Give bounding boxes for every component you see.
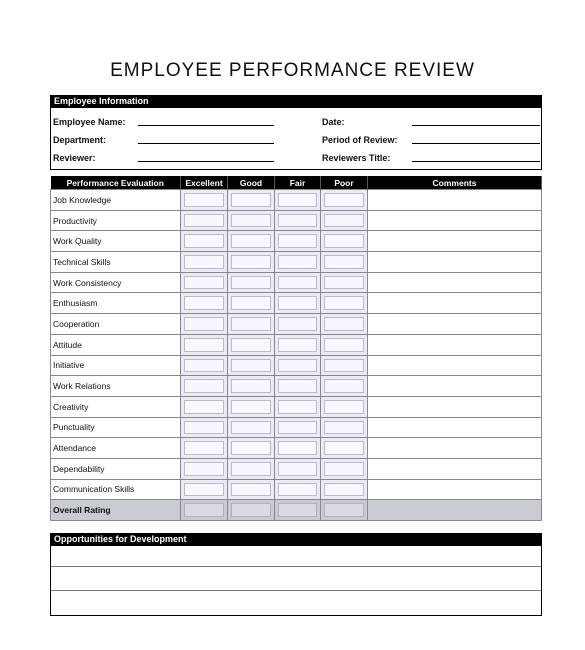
excellent-rating-cell [181,190,228,211]
fair-rating-cell [275,293,321,314]
column-header-poor: Poor [321,176,368,190]
excellent-rating-box[interactable] [184,276,224,290]
department-field[interactable] [138,143,274,144]
good-rating-cell [228,190,275,211]
excellent-rating-box[interactable] [184,421,224,435]
fair-rating-box[interactable] [278,421,317,435]
poor-rating-cell [321,293,368,314]
comments-cell[interactable] [368,479,542,500]
poor-rating-box[interactable] [324,296,364,310]
excellent-rating-box[interactable] [184,462,224,476]
good-rating-box[interactable] [231,193,271,207]
good-rating-box[interactable] [231,317,271,331]
excellent-rating-box[interactable] [184,400,224,414]
table-row [51,272,542,293]
table-row [51,355,542,376]
table-row [51,438,542,459]
good-rating-box[interactable] [231,379,271,393]
criterion-label: Punctuality [51,417,181,438]
good-rating-cell [228,376,275,397]
good-rating-cell [228,252,275,273]
poor-rating-box[interactable] [324,193,364,207]
column-header-evaluation: Performance Evaluation [51,176,181,190]
comments-cell[interactable] [368,334,542,355]
criterion-label: Attitude [51,334,181,355]
fair-rating-cell [275,438,321,459]
table-row [51,293,542,314]
period-of-review-field[interactable] [412,143,540,144]
fair-rating-cell [275,417,321,438]
comments-cell[interactable] [368,417,542,438]
fair-rating-box[interactable] [278,503,317,517]
table-row [51,314,542,335]
excellent-rating-cell [181,376,228,397]
good-rating-box[interactable] [231,338,271,352]
employee-name-field[interactable] [138,125,274,126]
excellent-rating-box[interactable] [184,317,224,331]
poor-rating-box[interactable] [324,462,364,476]
excellent-rating-box[interactable] [184,359,224,373]
comments-cell[interactable] [368,314,542,335]
fair-rating-cell [275,272,321,293]
good-rating-cell [228,479,275,500]
development-section [50,533,542,616]
comments-cell[interactable] [368,355,542,376]
good-rating-box[interactable] [231,421,271,435]
fair-rating-box[interactable] [278,296,317,310]
fair-rating-box[interactable] [278,462,317,476]
table-row [51,231,542,252]
excellent-rating-cell [181,314,228,335]
excellent-rating-cell [181,334,228,355]
excellent-rating-cell [181,272,228,293]
fair-rating-box[interactable] [278,359,317,373]
poor-rating-box[interactable] [324,317,364,331]
development-line[interactable] [51,590,541,591]
evaluation-header-row [51,176,542,190]
excellent-rating-box[interactable] [184,234,224,248]
poor-rating-cell [321,458,368,479]
criterion-label: Dependability [51,458,181,479]
fair-rating-cell [275,500,321,521]
fair-rating-cell [275,190,321,211]
fair-rating-cell [275,314,321,335]
date-field[interactable] [412,125,540,126]
excellent-rating-box[interactable] [184,255,224,269]
poor-rating-cell [321,396,368,417]
criterion-label: Work Relations [51,376,181,397]
good-rating-cell [228,417,275,438]
poor-rating-box[interactable] [324,379,364,393]
table-row [51,376,542,397]
good-rating-cell [228,210,275,231]
excellent-rating-cell [181,458,228,479]
poor-rating-cell [321,210,368,231]
excellent-rating-cell [181,500,228,521]
good-rating-box[interactable] [231,255,271,269]
poor-rating-box[interactable] [324,400,364,414]
comments-cell[interactable] [368,458,542,479]
poor-rating-cell [321,355,368,376]
table-row [51,417,542,438]
poor-rating-box[interactable] [324,255,364,269]
poor-rating-box[interactable] [324,359,364,373]
excellent-rating-box[interactable] [184,193,224,207]
excellent-rating-box[interactable] [184,296,224,310]
overall-rating-label: Overall Rating [51,500,181,521]
excellent-rating-box[interactable] [184,503,224,517]
column-header-comments: Comments [368,176,542,190]
comments-cell[interactable] [368,252,542,273]
poor-rating-cell [321,252,368,273]
page-title: EMPLOYEE PERFORMANCE REVIEW [110,60,475,81]
overall-rating-row [51,500,542,521]
poor-rating-box[interactable] [324,276,364,290]
comments-cell[interactable] [368,438,542,459]
table-row [51,479,542,500]
evaluation-body [51,190,542,521]
excellent-rating-cell [181,438,228,459]
comments-cell[interactable] [368,293,542,314]
good-rating-cell [228,272,275,293]
fair-rating-box[interactable] [278,276,317,290]
table-row [51,334,542,355]
column-header-good: Good [228,176,275,190]
good-rating-cell [228,293,275,314]
fair-rating-box[interactable] [278,193,317,207]
excellent-rating-cell [181,355,228,376]
good-rating-box[interactable] [231,214,271,228]
poor-rating-cell [321,190,368,211]
excellent-rating-cell [181,293,228,314]
excellent-rating-box[interactable] [184,483,224,497]
fair-rating-cell [275,458,321,479]
fair-rating-box[interactable] [278,338,317,352]
development-header: Opportunities for Development [51,533,541,546]
fair-rating-box[interactable] [278,214,317,228]
poor-rating-box[interactable] [324,483,364,497]
excellent-rating-cell [181,396,228,417]
fair-rating-cell [275,355,321,376]
excellent-rating-cell [181,210,228,231]
good-rating-box[interactable] [231,276,271,290]
good-rating-cell [228,334,275,355]
comments-cell[interactable] [368,500,542,521]
criterion-label: Attendance [51,438,181,459]
reviewers-title-field[interactable] [412,161,540,162]
table-row [51,458,542,479]
period-of-review-label: Period of Review: [322,135,398,145]
comments-cell[interactable] [368,231,542,252]
fair-rating-cell [275,479,321,500]
criterion-label: Initiative [51,355,181,376]
poor-rating-box[interactable] [324,421,364,435]
excellent-rating-cell [181,231,228,252]
criterion-label: Productivity [51,210,181,231]
good-rating-cell [228,314,275,335]
criterion-label: Work Quality [51,231,181,252]
good-rating-box[interactable] [231,441,271,455]
good-rating-box[interactable] [231,503,271,517]
reviewer-label: Reviewer: [53,153,96,163]
good-rating-cell [228,231,275,252]
employee-info-section [50,95,542,170]
comments-cell[interactable] [368,210,542,231]
column-header-fair: Fair [275,176,321,190]
excellent-rating-box[interactable] [184,214,224,228]
fair-rating-box[interactable] [278,483,317,497]
good-rating-box[interactable] [231,462,271,476]
reviewers-title-label: Reviewers Title: [322,153,391,163]
fair-rating-cell [275,210,321,231]
good-rating-cell [228,355,275,376]
good-rating-box[interactable] [231,483,271,497]
fair-rating-cell [275,252,321,273]
poor-rating-cell [321,438,368,459]
evaluation-table [50,176,542,521]
column-header-excellent: Excellent [181,176,228,190]
employee-name-label: Employee Name: [53,117,126,127]
criterion-label: Work Consistency [51,272,181,293]
good-rating-cell [228,458,275,479]
fair-rating-cell [275,376,321,397]
fair-rating-box[interactable] [278,379,317,393]
criterion-label: Technical Skills [51,252,181,273]
comments-cell[interactable] [368,272,542,293]
good-rating-cell [228,438,275,459]
poor-rating-cell [321,314,368,335]
poor-rating-cell [321,500,368,521]
poor-rating-cell [321,231,368,252]
criterion-label: Cooperation [51,314,181,335]
fair-rating-cell [275,334,321,355]
good-rating-box[interactable] [231,400,271,414]
fair-rating-cell [275,396,321,417]
excellent-rating-box[interactable] [184,441,224,455]
good-rating-cell [228,500,275,521]
good-rating-box[interactable] [231,234,271,248]
poor-rating-cell [321,417,368,438]
poor-rating-box[interactable] [324,234,364,248]
comments-cell[interactable] [368,396,542,417]
good-rating-cell [228,396,275,417]
reviewer-field[interactable] [138,161,274,162]
poor-rating-cell [321,479,368,500]
comments-cell[interactable] [368,190,542,211]
fair-rating-box[interactable] [278,400,317,414]
development-line[interactable] [51,566,541,567]
excellent-rating-box[interactable] [184,379,224,393]
poor-rating-box[interactable] [324,338,364,352]
fair-rating-box[interactable] [278,255,317,269]
department-label: Department: [53,135,107,145]
poor-rating-box[interactable] [324,503,364,517]
table-row [51,396,542,417]
fair-rating-cell [275,231,321,252]
good-rating-box[interactable] [231,296,271,310]
excellent-rating-cell [181,479,228,500]
poor-rating-box[interactable] [324,441,364,455]
fair-rating-box[interactable] [278,317,317,331]
date-label: Date: [322,117,345,127]
excellent-rating-box[interactable] [184,338,224,352]
employee-info-header: Employee Information [51,95,541,108]
poor-rating-cell [321,334,368,355]
poor-rating-cell [321,376,368,397]
poor-rating-box[interactable] [324,214,364,228]
poor-rating-cell [321,272,368,293]
table-row [51,252,542,273]
excellent-rating-cell [181,417,228,438]
criterion-label: Enthusiasm [51,293,181,314]
comments-cell[interactable] [368,376,542,397]
good-rating-box[interactable] [231,359,271,373]
fair-rating-box[interactable] [278,234,317,248]
excellent-rating-cell [181,252,228,273]
fair-rating-box[interactable] [278,441,317,455]
table-row [51,210,542,231]
table-row [51,190,542,211]
criterion-label: Communication Skills [51,479,181,500]
criterion-label: Creativity [51,396,181,417]
criterion-label: Job Knowledge [51,190,181,211]
